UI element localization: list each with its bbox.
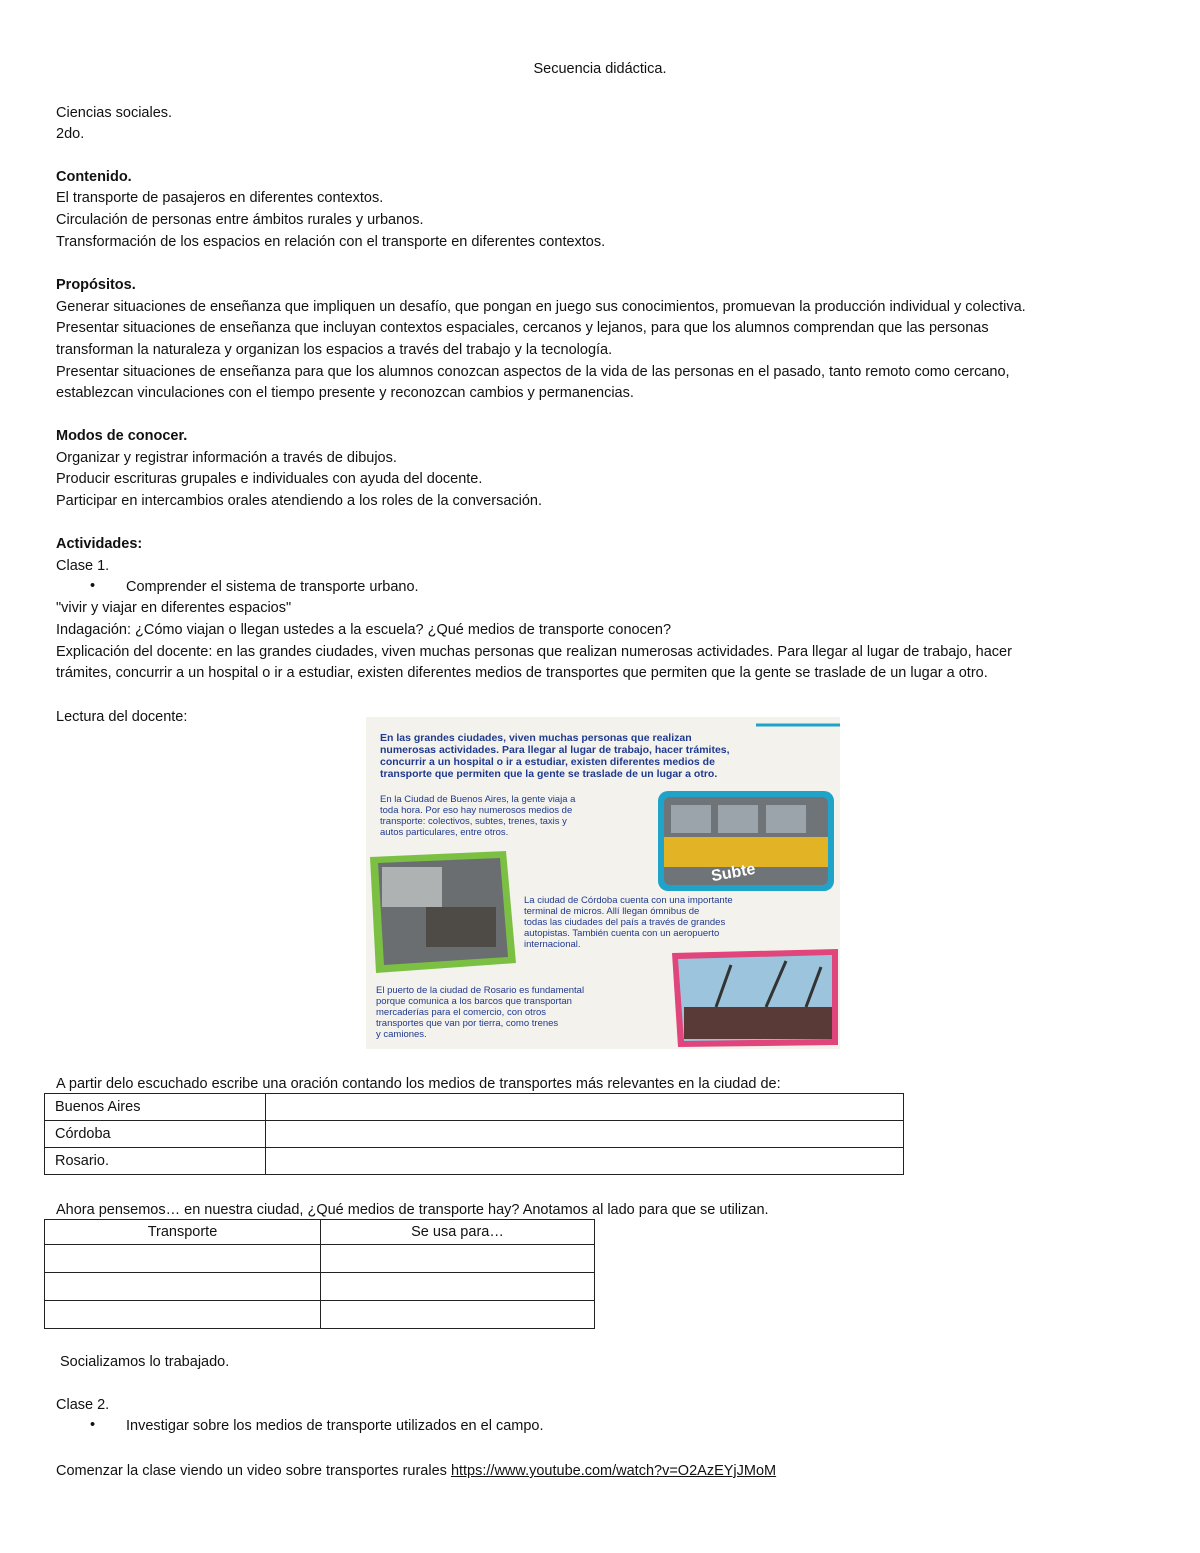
- bullet-dot: •: [90, 578, 96, 594]
- figure-text: mercaderías para el comercio, con otros: [376, 1007, 547, 1018]
- quote-line: "vivir y viajar en diferentes espacios": [56, 600, 292, 616]
- propositos-heading: Propósitos.: [56, 277, 136, 293]
- figure-text: autos particulares, entre otros.: [380, 827, 509, 838]
- contenido-line: Transformación de los espacios en relación con el transporte en diferentes contextos.: [56, 234, 606, 250]
- subject: Ciencias sociales.: [56, 105, 173, 121]
- bus-terminal-photo: [370, 851, 516, 973]
- table-row: [45, 1273, 595, 1301]
- figure-text: transportes que van por tierra, como trenes: [376, 1018, 559, 1029]
- transport-cell[interactable]: [45, 1301, 321, 1329]
- actividades-heading: Actividades:: [56, 536, 143, 552]
- clase-2-objective: Investigar sobre los medios de transporte utilizados en el campo.: [126, 1418, 544, 1434]
- city-cell: Córdoba: [45, 1121, 266, 1148]
- table-row: [45, 1148, 904, 1175]
- video-line: [56, 1462, 776, 1480]
- figure-text: porque comunica a los barcos que transportan: [376, 996, 572, 1007]
- grade: 2do.: [56, 126, 85, 142]
- propositos-line: Presentar situaciones de enseñanza que incluyan contextos espaciales, cercanos y lejanos, para que los alumnos comprendan que las personas: [56, 320, 989, 336]
- figure-text: autopistas. También cuenta con un aeropuerto: [524, 928, 720, 939]
- clase-1-label: Clase 1.: [56, 558, 110, 574]
- modos-line: Producir escrituras grupales e individuales con ayuda del docente.: [56, 471, 483, 487]
- figure-text: En las grandes ciudades, viven muchas personas que realizan: [380, 732, 692, 744]
- table-row: [45, 1121, 904, 1148]
- subte-label: Subte: [709, 860, 757, 886]
- propositos-line: Presentar situaciones de enseñanza para que los alumnos conozcan aspectos de la vida de las personas en el pasado, tanto remoto como cercano,: [56, 364, 1010, 380]
- figure-text: toda hora. Por eso hay numerosos medios de: [380, 805, 573, 816]
- figure-text: numerosas actividades. Para llegar al lugar de trabajo, hacer trámites,: [380, 744, 730, 756]
- subway-photo: [658, 791, 834, 891]
- figure-text: transporte que permiten que la gente se traslade de un lugar a otro.: [380, 768, 718, 780]
- use-cell[interactable]: [321, 1245, 595, 1273]
- answer-cell[interactable]: [266, 1148, 904, 1175]
- figure-text: El puerto de la ciudad de Rosario es fundamental: [376, 985, 585, 996]
- explicacion-line: trámites, concurrir a un hospital o ir a estudiar, existen diferentes medios de transportes que permiten que la gente se traslade de un lugar a otro.: [56, 665, 988, 681]
- video-text: Comenzar la clase viendo un video sobre transportes rurales: [56, 1463, 451, 1479]
- clase-2-label: Clase 2.: [56, 1397, 110, 1413]
- textbook-figure: [366, 717, 840, 1049]
- table-row: [45, 1245, 595, 1273]
- figure-text: concurrir a un hospital o ir a estudiar, existen diferentes medios de: [380, 756, 715, 768]
- answer-cell[interactable]: [266, 1121, 904, 1148]
- contenido-line: El transporte de pasajeros en diferentes contextos.: [56, 190, 384, 206]
- lectura-label: Lectura del docente:: [56, 709, 188, 725]
- port-photo: [672, 949, 838, 1047]
- answer-cell[interactable]: [266, 1094, 904, 1121]
- propositos-line: Generar situaciones de enseñanza que impliquen un desafío, que pongan en juego sus conocimientos, promuevan la producción individual y colectiva.: [56, 299, 1026, 315]
- explicacion-line: Explicación del docente: en las grandes ciudades, viven muchas personas que realizan numerosas actividades. Para llegar al lugar de trabajo, hacer: [56, 644, 1012, 660]
- table2-intro: Ahora pensemos… en nuestra ciudad, ¿Qué medios de transporte hay? Anotamos al lado para que se utilizan.: [56, 1202, 769, 1218]
- modos-line: Organizar y registrar información a través de dibujos.: [56, 450, 397, 466]
- clase-1-objective: Comprender el sistema de transporte urbano.: [126, 579, 419, 595]
- column-header-uso: Se usa para…: [321, 1220, 595, 1245]
- table1-intro: A partir delo escuchado escribe una oración contando los medios de transportes más relevantes en la ciudad de:: [56, 1076, 781, 1092]
- table-header-row: [45, 1220, 595, 1245]
- propositos-line: establezcan vinculaciones con el tiempo presente y reconozcan cambios y permanencias.: [56, 385, 634, 401]
- cities-table: [44, 1093, 904, 1175]
- contenido-line: Circulación de personas entre ámbitos rurales y urbanos.: [56, 212, 424, 228]
- modos-line: Participar en intercambios orales atendiendo a los roles de la conversación.: [56, 493, 543, 509]
- transport-cell[interactable]: [45, 1273, 321, 1301]
- figure-text: internacional.: [524, 939, 581, 950]
- city-cell: Rosario.: [45, 1148, 266, 1175]
- transport-table: [44, 1219, 595, 1329]
- indagacion-line: Indagación: ¿Cómo viajan o llegan ustedes a la escuela? ¿Qué medios de transporte conocen?: [56, 622, 672, 638]
- transport-cell[interactable]: [45, 1245, 321, 1273]
- propositos-line: transforman la naturaleza y organizan los espacios a través del trabajo y la tecnología.: [56, 342, 613, 358]
- contenido-heading: Contenido.: [56, 169, 132, 185]
- city-cell: Buenos Aires: [45, 1094, 266, 1121]
- figure-text: En la Ciudad de Buenos Aires, la gente viaja a: [380, 794, 576, 805]
- column-header-transporte: Transporte: [45, 1220, 321, 1245]
- bullet-dot: •: [90, 1417, 96, 1433]
- figure-text: La ciudad de Córdoba cuenta con una importante: [524, 895, 733, 906]
- use-cell[interactable]: [321, 1273, 595, 1301]
- figure-text: todas las ciudades del país a través de grandes: [524, 917, 726, 928]
- figure-text: y camiones.: [376, 1029, 427, 1040]
- video-link[interactable]: https://www.youtube.com/watch?v=O2AzEYjJMoM: [450, 1463, 777, 1479]
- page-title: Secuencia didáctica.: [533, 61, 667, 77]
- socializamos-line: Socializamos lo trabajado.: [60, 1354, 230, 1370]
- table-row: [45, 1094, 904, 1121]
- figure-text: transporte: colectivos, subtes, trenes, taxis y: [380, 816, 567, 827]
- table-row: [45, 1301, 595, 1329]
- use-cell[interactable]: [321, 1301, 595, 1329]
- modos-heading: Modos de conocer.: [56, 428, 188, 444]
- figure-text: terminal de micros. Allí llegan ómnibus de: [524, 906, 700, 917]
